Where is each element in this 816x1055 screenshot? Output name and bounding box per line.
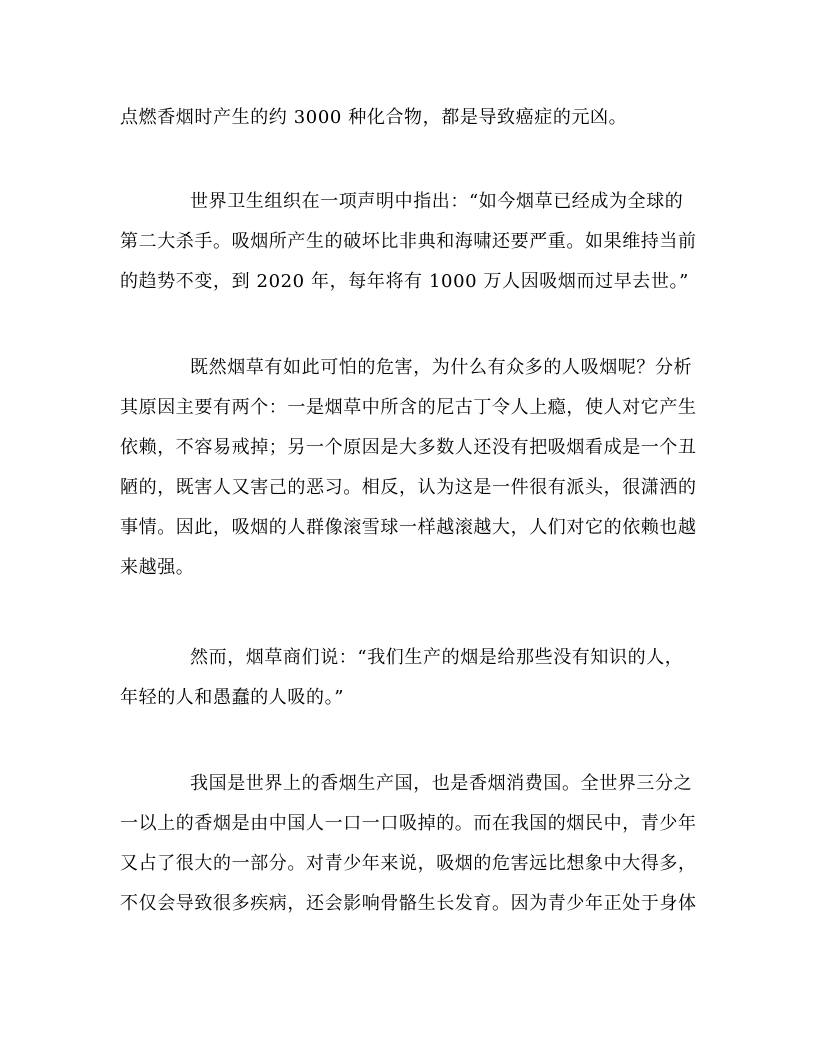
paragraph-1-line-1: 点燃香烟时产生的约 3000 种化合物，都是导致癌症的元凶。 xyxy=(120,107,628,128)
paragraph-3-line-2: 其原因主要有两个：一是烟草中所含的尼古丁令人上瘾，使人对它产生 xyxy=(120,397,697,418)
paragraph-5-line-1: 我国是世界上的香烟生产国，也是香烟消费国。全世界三分之 xyxy=(190,773,693,794)
paragraph-4-line-2: 年轻的人和愚蠢的人吸的。” xyxy=(120,687,345,708)
paragraph-3-line-1: 既然烟草有如此可怕的危害，为什么有众多的人吸烟呢？分析 xyxy=(190,357,693,378)
paragraph-4-line-1: 然而，烟草商们说：“我们生产的烟是给那些没有知识的人， xyxy=(190,647,684,668)
paragraph-3-line-3: 依赖，不容易戒掉；另一个原因是大多数人还没有把吸烟看成是一个丑 xyxy=(120,437,697,458)
paragraph-2-line-1: 世界卫生组织在一项声明中指出：“如今烟草已经成为全球的 xyxy=(190,191,684,212)
paragraph-5-line-2: 一以上的香烟是由中国人一口一口吸掉的。而在我国的烟民中，青少年 xyxy=(120,813,697,834)
paragraph-3-line-5: 事情。因此，吸烟的人群像滚雪球一样越滚越大，人们对它的依赖也越 xyxy=(120,517,697,538)
paragraph-3-line-4: 陋的，既害人又害己的恶习。相反，认为这是一件很有派头，很潇洒的 xyxy=(120,477,697,498)
paragraph-2-line-2: 第二大杀手。吸烟所产生的破坏比非典和海啸还要严重。如果维持当前 xyxy=(120,231,697,252)
paragraph-2-line-3: 的趋势不变，到 2020 年，每年将有 1000 万人因吸烟而过早去世。” xyxy=(120,271,689,292)
paragraph-5-line-4: 不仅会导致很多疾病，还会影响骨骼生长发育。因为青少年正处于身体 xyxy=(120,893,697,914)
paragraph-5-line-3: 又占了很大的一部分。对青少年来说，吸烟的危害远比想象中大得多， xyxy=(120,853,697,874)
paragraph-3-line-6: 来越强。 xyxy=(120,557,195,578)
